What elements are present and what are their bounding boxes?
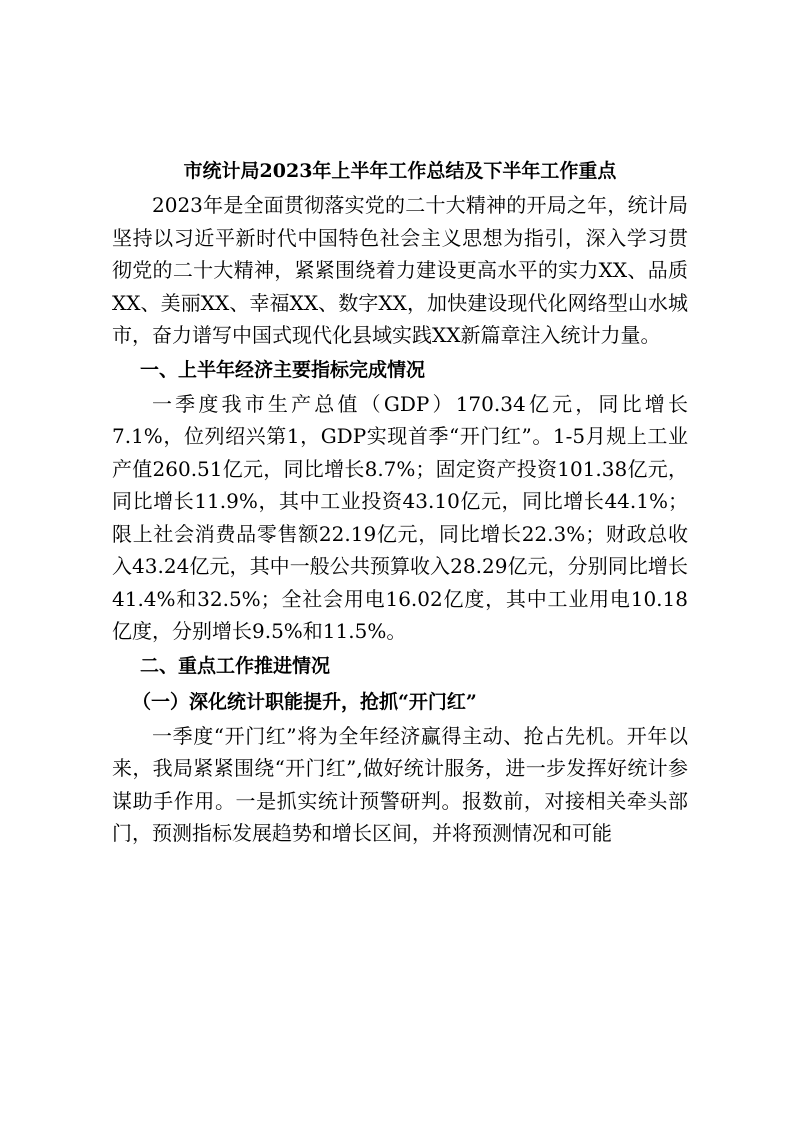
subsection-heading-statistics: （一）深化统计职能提升，抢抓“开门红” <box>132 690 477 713</box>
indicators-paragraph: 一季度我市生产总值（GDP）170.34亿元，同比增长7.1%，位列绍兴第1，GDP实现首季“开门红”。1-5月规上工业产值260.51亿元，同比增长8.7%；固定资产投资101.38亿元，同比增长11.9%，其中工业投资43.10亿元，同比增长44.1%；限上社会消费品零售额22.19亿元，同比增长22.3%；财政总收入43.24亿元，其中一般公共预算收入28.29亿元，分别同比增长41.4%和32.5%；全社会用电16.02亿度，其中工业用电10.18亿度，分别增长9.5%和11.5%。 <box>112 391 688 643</box>
statistics-paragraph: 一季度“开门红”将为全年经济赢得主动、抢占先机。开年以来，我局紧紧围绕“开门红”,做好统计服务，进一步发挥好统计参谋助手作用。一是抓实统计预警研判。报数前，对接相关牵头部门，预测指标发展趋势和增长区间，并将预测情况和可能 <box>112 723 688 845</box>
section-heading-indicators: 一、上半年经济主要指标完成情况 <box>140 358 426 381</box>
intro-paragraph: 2023年是全面贯彻落实党的二十大精神的开局之年，统计局坚持以习近平新时代中国特色社会主义思想为指引，深入学习贯彻党的二十大精神，紧紧围绕着力建设更高水平的实力XX、品质XX、美丽XX、幸福XX、数字XX，加快建设现代化网络型山水城市，奋力谱写中国式现代化县域实践XX新篇章注入统计力量。 <box>112 193 688 347</box>
section-heading-key-work: 二、重点工作推进情况 <box>140 654 331 677</box>
document-title: 市统计局2023年上半年工作总结及下半年工作重点 <box>183 160 617 182</box>
document-body <box>112 153 688 850</box>
